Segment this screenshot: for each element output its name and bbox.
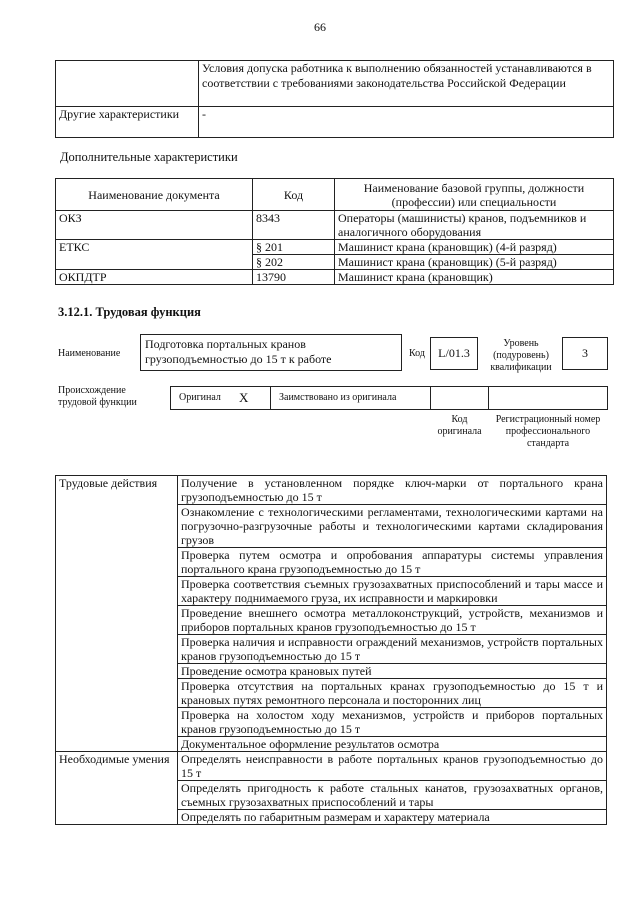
- labor-actions-label: Трудовые действия: [56, 476, 178, 752]
- function-name-value: Подготовка портальных кранов грузоподъемностью до 15 т к работе: [145, 337, 332, 366]
- table-row: [56, 752, 607, 781]
- table-row: [56, 240, 614, 255]
- table-row: [56, 270, 614, 285]
- table-cell: Операторы (машинисты) кранов, подъемников и аналогичного оборудования: [335, 211, 614, 240]
- function-code-box: [430, 337, 478, 370]
- table-cell: [56, 61, 199, 107]
- table-cell: § 202: [253, 255, 335, 270]
- labor-action-item: Ознакомление с технологическими регламентами, технологическими картами на погрузочно-разгрузочные работы и технологическими картами складирования грузов: [178, 505, 607, 548]
- function-code-label: Код: [409, 348, 425, 359]
- table-row: [56, 211, 614, 240]
- table-cell: Машинист крана (крановщик) (4-й разряд): [335, 240, 614, 255]
- labor-action-item: Проверка наличия и исправности ограждений механизмов, устройств портальных кранов грузоподъемностью до 15 т: [178, 635, 607, 664]
- labor-action-item: Документальное оформление результатов осмотра: [178, 737, 607, 752]
- required-skill-item: Определять пригодность к работе стальных канатов, грузозахватных органов, съемных грузозахватных приспособлений и тары: [178, 781, 607, 810]
- labor-action-item: Проверка отсутствия на портальных кранах грузоподъемностью до 15 т и крановых путях ремонтного персонала и посторонних лиц: [178, 679, 607, 708]
- qualification-level-label: Уровень (подуровень) квалификации: [490, 338, 552, 373]
- additional-characteristics-title: Дополнительные характеристики: [60, 150, 238, 164]
- origin-borrowed-box: [270, 386, 431, 410]
- additional-characteristics-table: [55, 178, 614, 285]
- labor-action-item: Проверка на холостом ходу механизмов, устройств и приборов портальных кранов грузоподъемностью до 15 т: [178, 708, 607, 737]
- table-header-row: [56, 179, 614, 211]
- original-label: Оригинал: [179, 392, 221, 403]
- origin-reg-box: [488, 386, 608, 410]
- origin-code-box: [430, 386, 489, 410]
- table-cell: ОКЗ: [56, 211, 253, 240]
- labor-action-item: Проведение осмотра крановых путей: [178, 664, 607, 679]
- qualification-level-box: [562, 337, 608, 370]
- origin-reg-caption: Регистрационный номер профессионального стандарта: [495, 414, 601, 449]
- page-number: 66: [314, 20, 326, 34]
- labor-action-item: Проверка соответствия съемных грузозахватных приспособлений и тары массе и характеру поднимаемого груза, их исправности и маркировки: [178, 577, 607, 606]
- table-row: [56, 476, 607, 505]
- table-cell: Машинист крана (крановщик): [335, 270, 614, 285]
- table-row: [56, 107, 614, 138]
- labor-action-item: Получение в установленном порядке ключ-марки от портального крана грузоподъемностью до 15 т: [178, 476, 607, 505]
- required-skills-label: Необходимые умения: [56, 752, 178, 825]
- qualification-table: [55, 60, 614, 138]
- origin-original-box: [170, 386, 271, 410]
- labor-action-item: Проведение внешнего осмотра металлоконструкций, устройств, механизмов и приборов портальных кранов грузоподъемностью до 15 т: [178, 606, 607, 635]
- borrowed-label: Заимствовано из оригинала: [279, 392, 397, 403]
- qualification-level-value: 3: [582, 346, 588, 360]
- column-header: Код: [253, 179, 335, 211]
- required-skill-item: Определять неисправности в работе портальных кранов грузоподъемностью до 15 т: [178, 752, 607, 781]
- function-name-label: Наименование: [58, 348, 121, 359]
- section-heading: 3.12.1. Трудовая функция: [58, 305, 201, 319]
- access-conditions-cell: Условия допуска работника к выполнению обязанностей устанавливаются в соответствии с требованиями законодательства Российской Федерации: [199, 61, 614, 107]
- table-cell: ОКПДТР: [56, 270, 253, 285]
- function-name-box: [140, 334, 402, 371]
- table-cell: Машинист крана (крановщик) (5-й разряд): [335, 255, 614, 270]
- original-mark: X: [239, 390, 249, 405]
- table-cell: 8343: [253, 211, 335, 240]
- table-cell: 13790: [253, 270, 335, 285]
- other-characteristics-value: -: [199, 107, 614, 138]
- other-characteristics-label: Другие характеристики: [56, 107, 199, 138]
- table-cell: § 201: [253, 240, 335, 255]
- table-row: [56, 61, 614, 107]
- function-code-value: L/01.3: [438, 346, 470, 360]
- labor-function-table: [55, 475, 607, 825]
- table-cell: ЕТКС: [56, 240, 253, 270]
- required-skill-item: Определять по габаритным размерам и характеру материала: [178, 810, 607, 825]
- column-header: Наименование документа: [56, 179, 253, 211]
- origin-label: Происхождение трудовой функции: [58, 385, 137, 408]
- column-header: Наименование базовой группы, должности (профессии) или специальности: [335, 179, 614, 211]
- origin-code-caption: Код оригинала: [437, 414, 482, 437]
- labor-action-item: Проверка путем осмотра и опробования аппаратуры системы управления портального крана грузоподъемностью до 15 т: [178, 548, 607, 577]
